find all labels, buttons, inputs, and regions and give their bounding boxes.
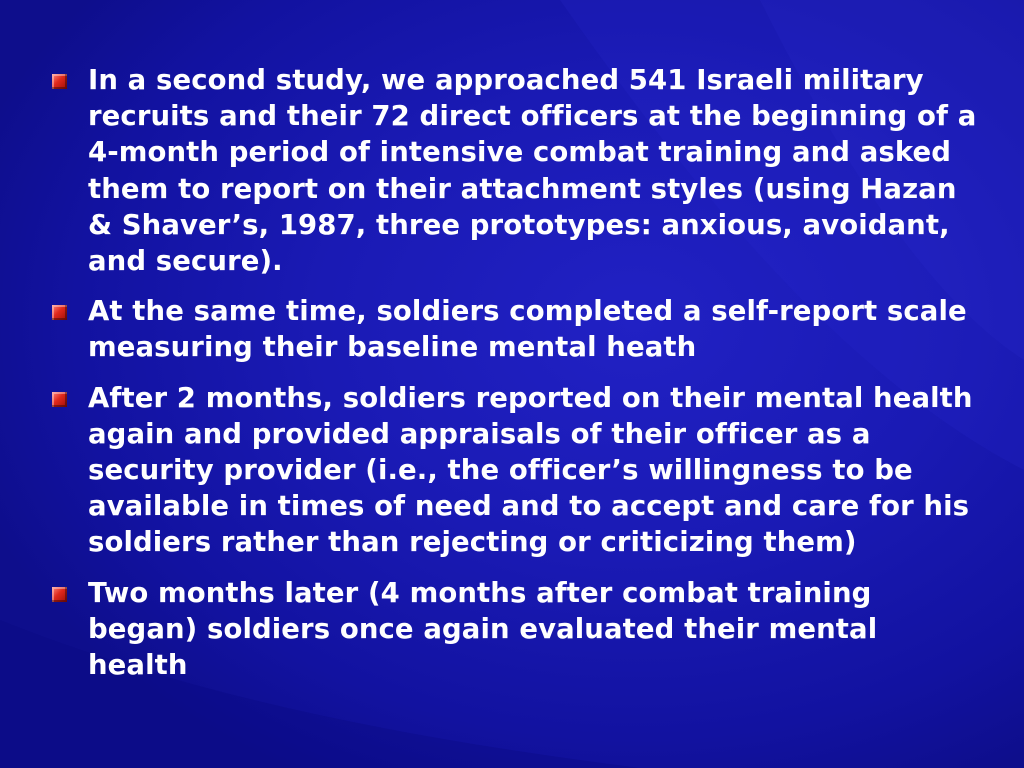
bullet-item [52, 293, 982, 365]
square-bullet-icon [52, 305, 67, 320]
bullet-item [52, 575, 982, 684]
bullet-item [52, 62, 982, 279]
bullet-text: Two months later (4 months after combat training began) soldiers once again evaluated their mental health [88, 576, 878, 682]
bullet-text: In a second study, we approached 541 Israeli military recruits and their 72 direct officers at the beginning of a 4-month period of intensive combat training and asked them to report on their attachment styles (using Hazan & Shaver’s, 1987, three prototypes: anxious, avoidant, and secure). [88, 64, 977, 278]
bullet-item [52, 380, 982, 561]
bullet-text: After 2 months, soldiers reported on their mental health again and provided appraisals of their officer as a security provider (i.e., the officer’s willingness to be available in times of need and to accept and care for his soldiers rather than rejecting or criticizing them) [88, 381, 973, 559]
bullet-text: At the same time, soldiers completed a self-report scale measuring their baseline mental heath [88, 295, 967, 364]
square-bullet-icon [52, 74, 67, 89]
square-bullet-icon [52, 587, 67, 602]
bullet-list [52, 62, 982, 697]
square-bullet-icon [52, 392, 67, 407]
